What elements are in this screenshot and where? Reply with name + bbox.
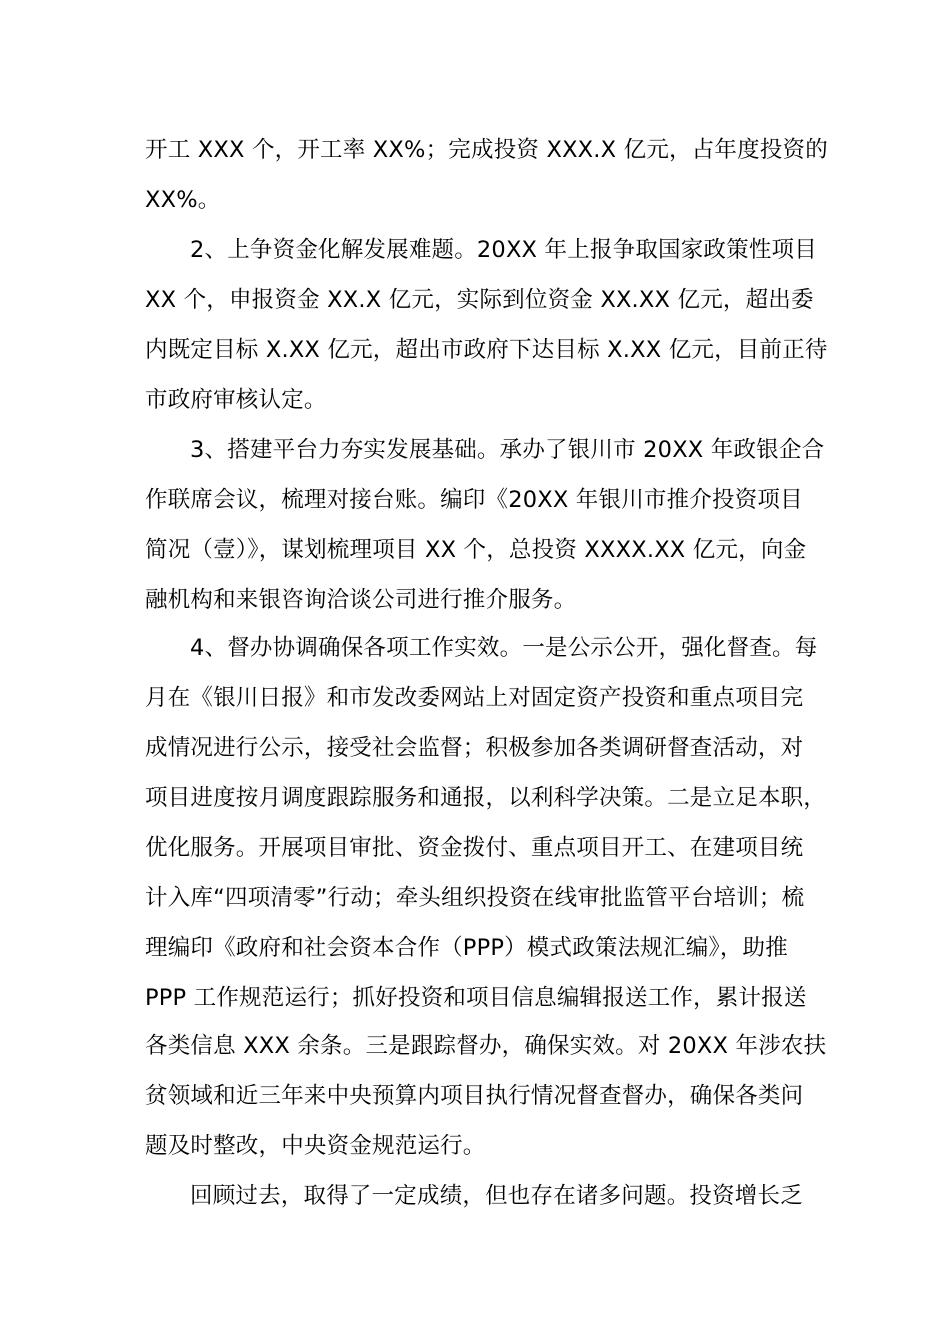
text-line: 作联席会议，梳理对接台账。编印《20XX 年银川市推介投资项目 <box>145 487 803 513</box>
text-line: 理编印《政府和社会资本合作（PPP）模式政策法规汇编》，助推 <box>145 935 788 961</box>
paragraph-start-line: 4、督办协调确保各项工作实效。一是公示公开，强化督查。每 <box>190 635 818 661</box>
text-line: 各类信息 XXX 余条。三是跟踪督办，确保实效。对 20XX 年涉农扶 <box>145 1033 827 1059</box>
paragraph-start-line: 2、上争资金化解发展难题。20XX 年上报争取国家政策性项目 <box>190 237 817 263</box>
text-line: 内既定目标 X.XX 亿元，超出市政府下达目标 X.XX 亿元，目前正待 <box>145 337 828 363</box>
text-line: 简况（壹）》，谋划梳理项目 XX 个，总投资 XXXX.XX 亿元，向金 <box>145 537 807 563</box>
text-line: 贫领域和近三年来中央预算内项目执行情况督查督办，确保各类问 <box>145 1083 804 1109</box>
text-line: PPP 工作规范运行；抓好投资和项目信息编辑报送工作，累计报送 <box>145 985 807 1011</box>
text-line: 成情况进行公示，接受社会监督；积极参加各类调研督查活动，对 <box>145 735 804 761</box>
text-line: XX%。 <box>145 187 221 213</box>
text-line: 计入库“四项清零”行动；牵头组织投资在线审批监管平台培训；梳 <box>145 885 805 911</box>
text-line: 月在《银川日报》和市发改委网站上对固定资产投资和重点项目完 <box>145 685 804 711</box>
text-line: 融机构和来银咨询洽谈公司进行推介服务。 <box>145 587 577 613</box>
text-line: XX 个，申报资金 XX.X 亿元，实际到位资金 XX.XX 亿元，超出委 <box>145 287 814 313</box>
text-line: 优化服务。开展项目审批、资金拨付、重点项目开工、在建项目统 <box>145 835 804 861</box>
paragraph-start-line: 回顾过去，取得了一定成绩，但也存在诸多问题。投资增长乏 <box>190 1183 803 1209</box>
paragraph-start-line: 3、搭建平台力夯实发展基础。承办了银川市 20XX 年政银企合 <box>190 437 825 463</box>
text-line: 项目进度按月调度跟踪服务和通报，以利科学决策。二是立足本职， <box>145 785 827 811</box>
text-line: 市政府审核认定。 <box>145 387 327 413</box>
text-line: 开工 XXX 个，开工率 XX%；完成投资 XXX.X 亿元，占年度投资的 <box>145 137 828 163</box>
text-line: 题及时整改，中央资金规范运行。 <box>145 1133 486 1159</box>
